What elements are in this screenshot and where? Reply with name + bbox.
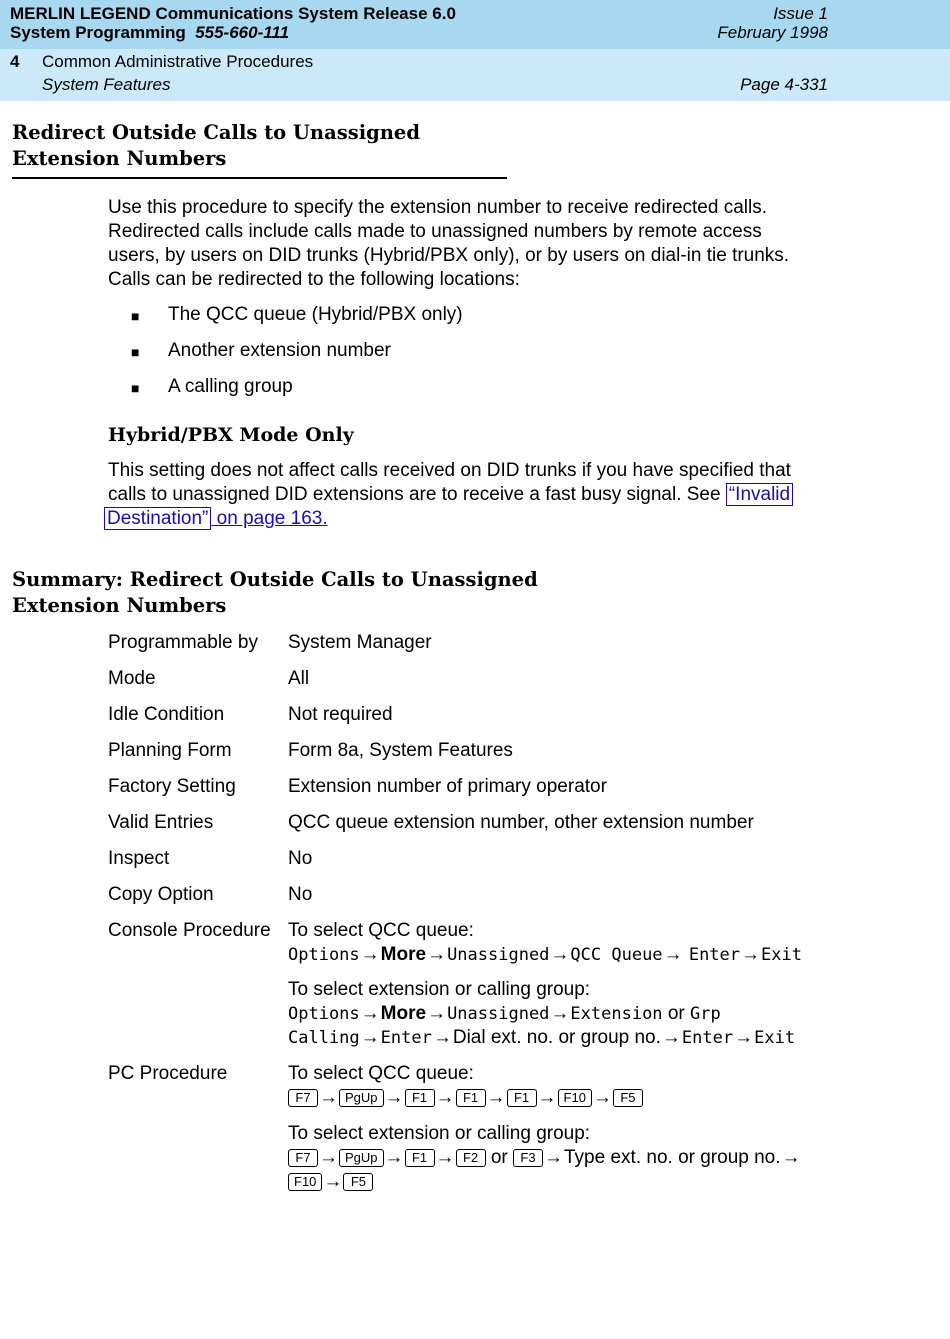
- console-step: Unassigned: [447, 945, 550, 965]
- summary-value: System Manager: [288, 632, 432, 653]
- arrow: →: [781, 1147, 801, 1168]
- issue-date: February 1998: [717, 23, 828, 42]
- guide-title: [10, 23, 289, 43]
- console-step: Enter: [380, 1028, 432, 1048]
- console-ext-steps-cont: [288, 1026, 795, 1050]
- bullet-marker: ■: [131, 380, 140, 396]
- arrow: →: [734, 1027, 754, 1048]
- arrow: →: [319, 1087, 338, 1108]
- intro-line: Calls can be redirected to the following locations:: [108, 269, 520, 290]
- summary-value: Extension number of primary operator: [288, 776, 607, 797]
- f1-key: F1: [405, 1089, 435, 1107]
- f10-key: F10: [558, 1089, 592, 1107]
- console-step: Extension: [570, 1004, 663, 1024]
- summary-title-line2: Extension Numbers: [12, 594, 227, 617]
- arrow: →: [323, 1171, 343, 1192]
- page-ref-link[interactable]: on page 163.: [211, 508, 328, 529]
- arrow: →: [537, 1087, 557, 1108]
- f10-key: F10: [288, 1173, 322, 1191]
- arrow: →: [360, 1027, 380, 1048]
- summary-value: No: [288, 848, 313, 869]
- guide-name: System Programming: [10, 23, 186, 42]
- arrow: →: [741, 944, 761, 965]
- summary-label: Inspect: [108, 848, 170, 869]
- type-instruction: Type ext. no. or group no.: [564, 1147, 781, 1168]
- dial-instruction: Dial ext. no. or group no.: [452, 1027, 661, 1048]
- summary-value: No: [288, 884, 313, 905]
- title-rule: [12, 177, 507, 179]
- subheading: Hybrid/PBX Mode Only: [108, 424, 354, 446]
- summary-value: Form 8a, System Features: [288, 740, 513, 761]
- note-line: [108, 483, 793, 507]
- page-title-line2: Extension Numbers: [12, 147, 227, 170]
- chapter-number: 4: [10, 52, 20, 71]
- summary-title-line1: Summary: Redirect Outside Calls to Unassigned: [12, 568, 538, 591]
- f3-key: F3: [513, 1149, 543, 1167]
- pc-ext-intro: To select extension or calling group:: [288, 1123, 591, 1144]
- note-paragraph: [108, 459, 793, 531]
- arrow: →: [435, 1147, 455, 1168]
- arrow: →: [319, 1147, 338, 1168]
- arrow: →: [427, 944, 447, 965]
- arrow: →: [432, 1027, 452, 1048]
- arrow: →: [550, 1003, 570, 1024]
- console-step: Exit: [761, 945, 802, 965]
- f5-key: F5: [343, 1173, 373, 1191]
- bullet-marker: ■: [131, 308, 140, 324]
- arrow: →: [544, 1147, 563, 1168]
- page-title-line1: Redirect Outside Calls to Unassigned: [12, 121, 420, 144]
- summary-label: Valid Entries: [108, 812, 214, 833]
- summary-label: Planning Form: [108, 740, 232, 761]
- summary-value: Not required: [288, 704, 393, 725]
- summary-title: [12, 567, 538, 619]
- arrow: →: [486, 1087, 506, 1108]
- f7-key: F7: [288, 1089, 318, 1107]
- console-step: Grp: [690, 1004, 721, 1024]
- console-step: Unassigned: [447, 1004, 550, 1024]
- pgup-key: PgUp: [339, 1149, 384, 1167]
- summary-label: Idle Condition: [108, 704, 225, 725]
- intro-line: Use this procedure to specify the extension number to receive redirected calls.: [108, 197, 767, 218]
- doc-number: 555-660-111: [195, 23, 290, 42]
- console-step: Calling: [288, 1028, 360, 1048]
- chapter-title: Common Administrative Procedures: [42, 52, 314, 71]
- arrow: →: [661, 1027, 681, 1048]
- bullet-item: A calling group: [168, 376, 293, 397]
- arrow: →: [384, 1087, 404, 1108]
- f2-key: F2: [456, 1149, 486, 1167]
- console-qcc-intro: To select QCC queue:: [288, 920, 474, 941]
- issue: Issue 1: [773, 4, 828, 23]
- f1-key: F1: [507, 1089, 537, 1107]
- product-title: MERLIN LEGEND Communications System Release 6.0: [10, 4, 456, 23]
- invalid-destination-link[interactable]: “Invalid: [726, 483, 793, 506]
- page-number: Page 4-331: [740, 75, 828, 94]
- f5-key: F5: [613, 1089, 643, 1107]
- section-name: System Features: [42, 75, 171, 94]
- note-text: calls to unassigned DID extensions are to receive a fast busy signal. See: [108, 484, 726, 505]
- console-step: QCC Queue: [570, 945, 663, 965]
- intro-line: users, by users on DID trunks (Hybrid/PBX only), or by users on dial-in tie trunks.: [108, 245, 790, 266]
- console-ext-intro: To select extension or calling group:: [288, 979, 591, 1000]
- f1-key: F1: [405, 1149, 435, 1167]
- page-title: [12, 120, 420, 172]
- or-word: or: [490, 1147, 508, 1168]
- pc-qcc-intro: To select QCC queue:: [288, 1063, 474, 1084]
- arrow: →: [550, 944, 570, 965]
- f7-key: F7: [288, 1149, 318, 1167]
- summary-label: Programmable by: [108, 632, 258, 653]
- arrow: →: [360, 944, 380, 965]
- console-step: Options: [288, 945, 360, 965]
- console-procedure-label: Console Procedure: [108, 920, 271, 941]
- pc-ext-keys: [288, 1146, 802, 1170]
- console-step: Enter: [681, 1028, 734, 1048]
- summary-value: All: [288, 668, 310, 689]
- console-step: More: [380, 944, 427, 965]
- summary-value: QCC queue extension number, other extension number: [288, 812, 754, 833]
- intro-line: Redirected calls include calls made to unassigned numbers by remote access: [108, 221, 762, 242]
- f1-key: F1: [456, 1089, 486, 1107]
- invalid-destination-link[interactable]: Destination”: [104, 507, 211, 530]
- pgup-key: PgUp: [339, 1089, 384, 1107]
- console-qcc-steps: [288, 943, 802, 967]
- bullet-item: Another extension number: [168, 340, 391, 361]
- arrow: →: [663, 944, 683, 965]
- console-step: Enter: [688, 945, 741, 965]
- note-line: [104, 507, 793, 531]
- bullet-item: The QCC queue (Hybrid/PBX only): [168, 304, 463, 325]
- summary-label: Copy Option: [108, 884, 214, 905]
- arrow: →: [427, 1003, 447, 1024]
- console-step: Options: [288, 1004, 360, 1024]
- summary-label: Mode: [108, 668, 156, 689]
- pc-ext-keys-cont: [288, 1170, 373, 1194]
- pc-qcc-keys: [288, 1086, 643, 1110]
- console-ext-steps: [288, 1002, 721, 1026]
- console-step: Exit: [754, 1028, 796, 1048]
- note-line: This setting does not affect calls received on DID trunks if you have specified that: [108, 460, 791, 481]
- intro-paragraph: [108, 196, 789, 292]
- bullet-marker: ■: [131, 344, 140, 360]
- console-step: More: [380, 1003, 427, 1024]
- arrow: →: [592, 1087, 612, 1108]
- arrow: →: [435, 1087, 455, 1108]
- or-word: or: [667, 1003, 685, 1024]
- arrow: →: [360, 1003, 380, 1024]
- summary-label: Factory Setting: [108, 776, 236, 797]
- pc-procedure-label: PC Procedure: [108, 1063, 228, 1084]
- arrow: →: [384, 1147, 404, 1168]
